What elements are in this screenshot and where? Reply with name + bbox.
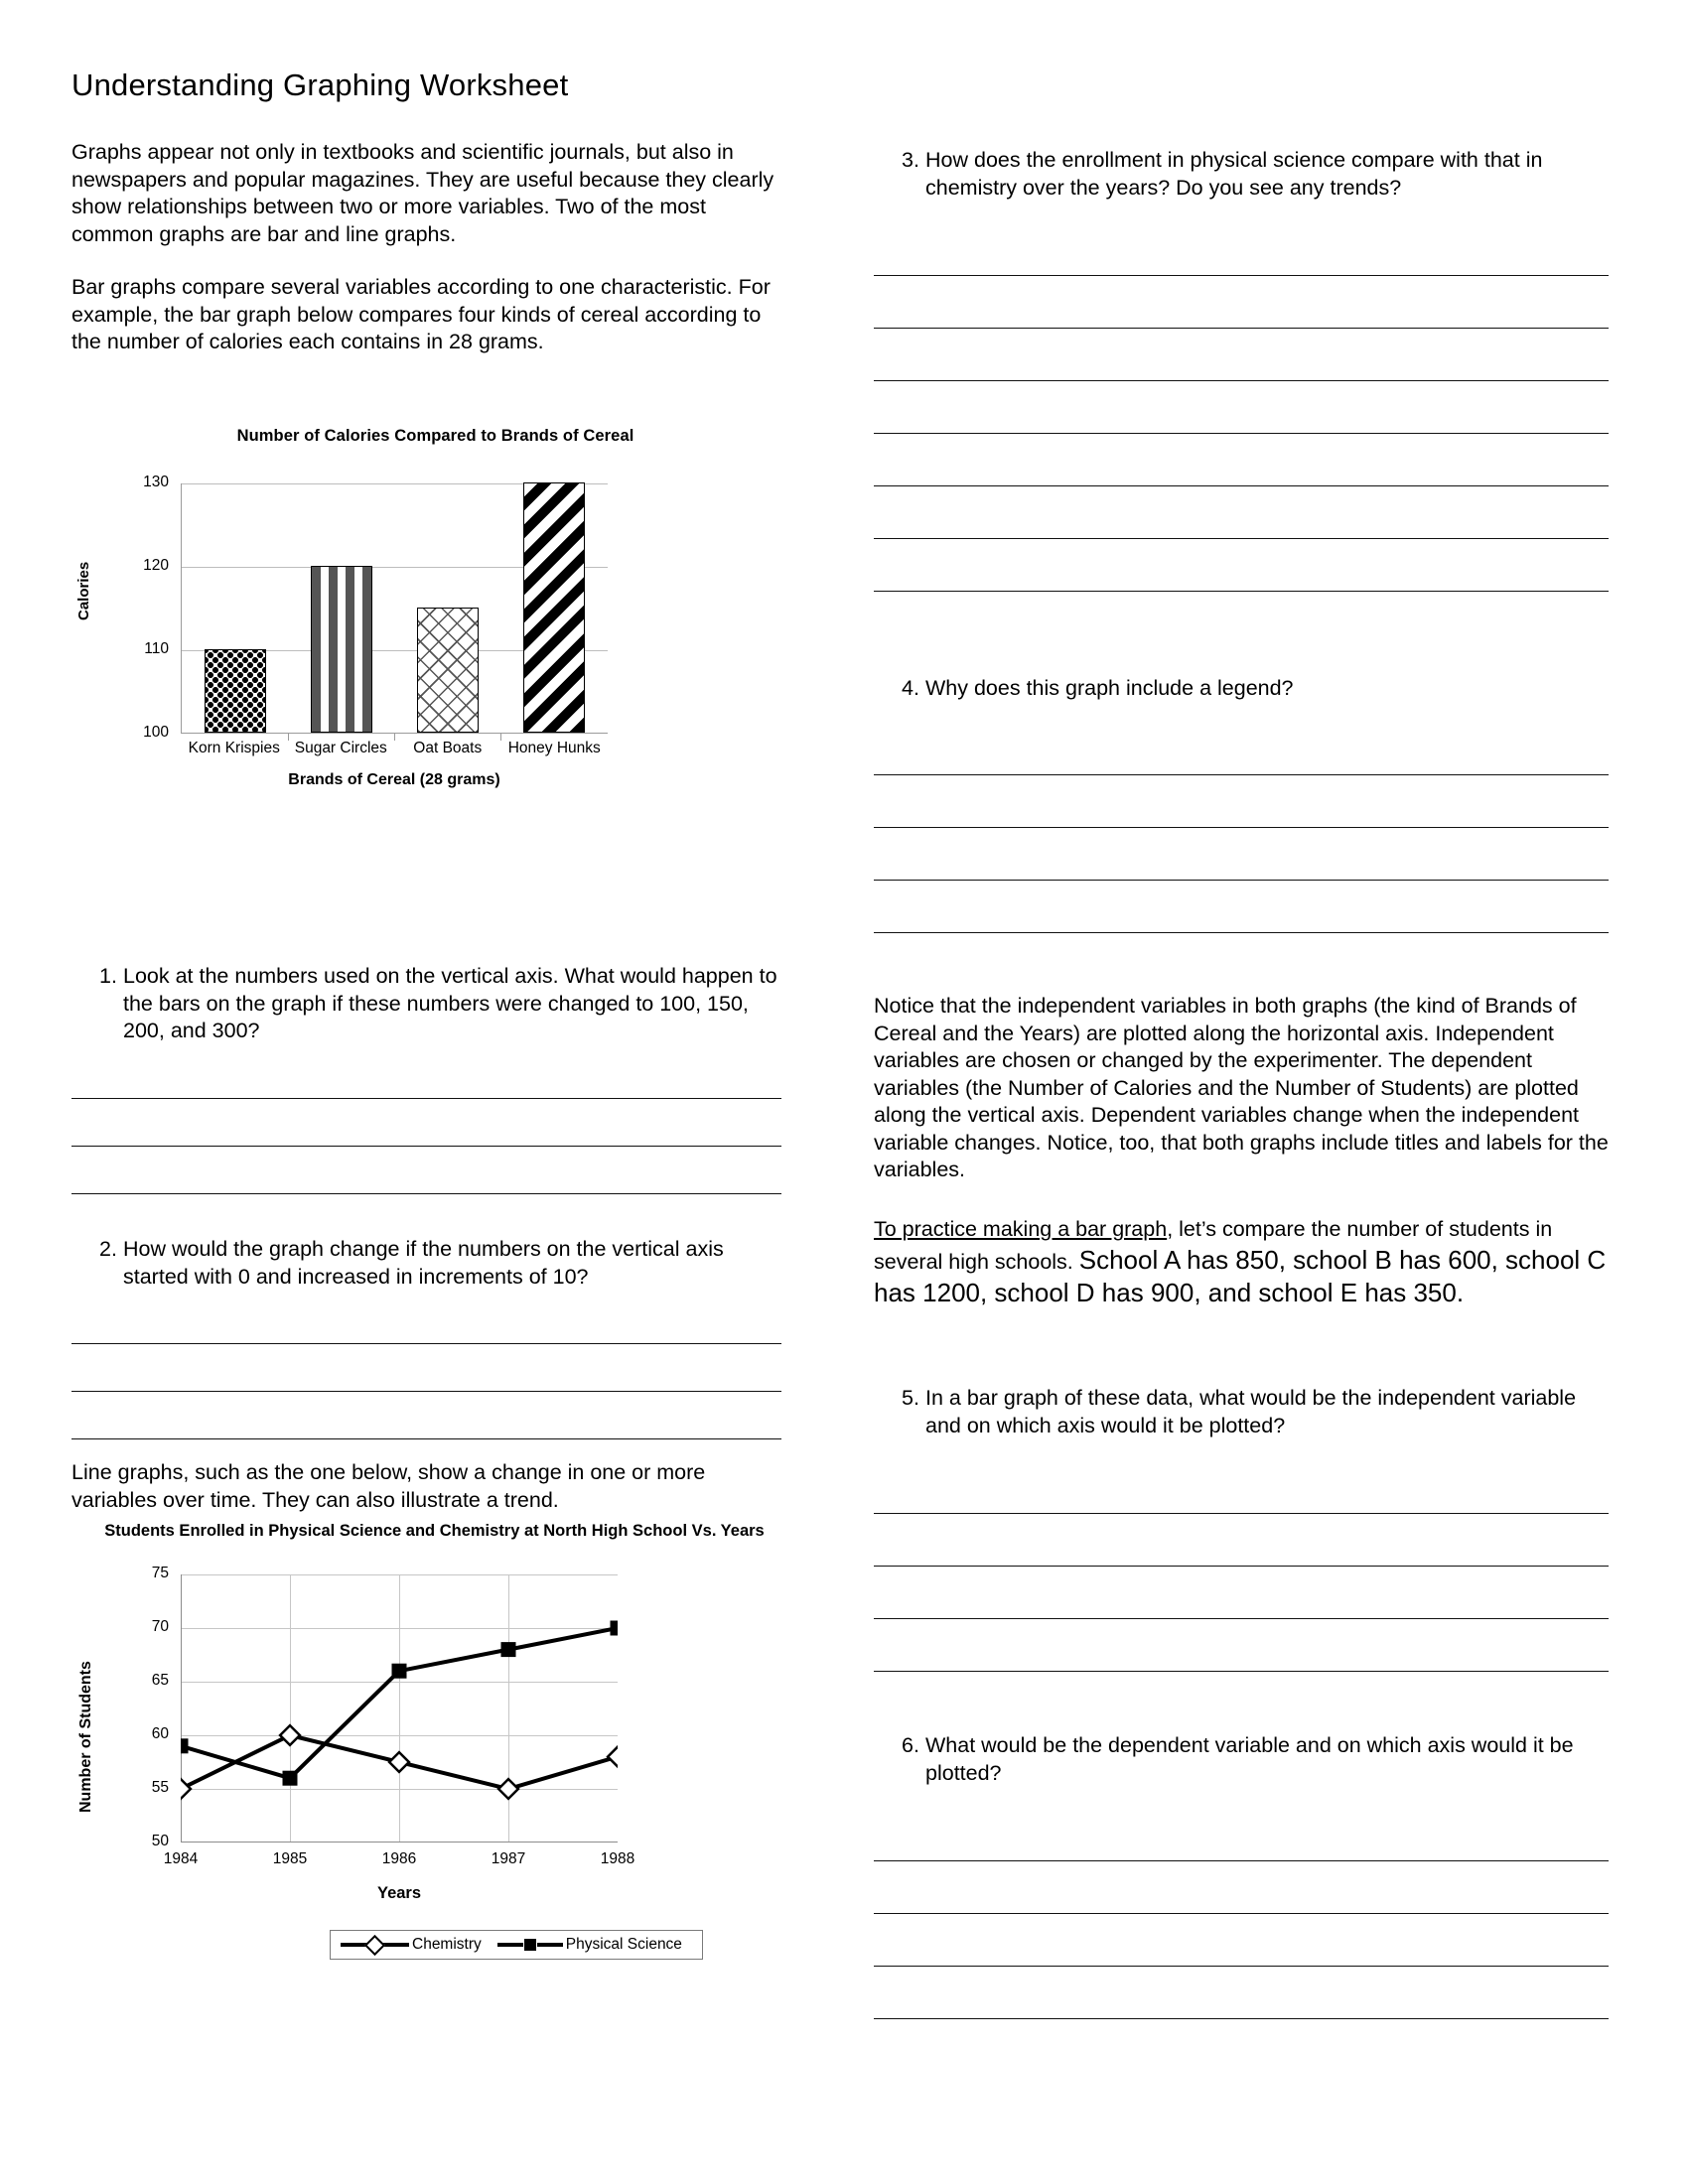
answer-line[interactable] <box>874 1514 1609 1567</box>
answer-line[interactable] <box>71 1099 781 1147</box>
open-diamond-icon <box>364 1934 385 1955</box>
bar-chart-axes <box>181 483 608 734</box>
practice-underlined-text: To practice making a bar graph <box>874 1217 1168 1241</box>
answer-line[interactable] <box>874 1861 1609 1914</box>
practice-period: . <box>1456 1277 1465 1307</box>
answer-line[interactable] <box>874 434 1609 486</box>
answer-line[interactable] <box>874 381 1609 434</box>
legend-item-chemistry <box>341 1936 492 1954</box>
question-6-answer-lines <box>874 1809 1609 2019</box>
answer-line[interactable] <box>874 1809 1609 1861</box>
line-x-tick-1984: 1984 <box>163 1850 199 1867</box>
question-5-text: In a bar graph of these data, what would be the independent variable and on which axis would it be plotted? <box>925 1386 1577 1437</box>
page-title: Understanding Graphing Worksheet <box>71 68 569 102</box>
question-5-number: 5. <box>902 1386 919 1410</box>
practice-middle-text: , let’s compare the number of students in several high schools. <box>874 1217 1553 1274</box>
left-column <box>71 139 781 382</box>
line-chart-y-axis-label: Number of Students <box>77 1661 94 1813</box>
line-y-tick-55: 55 <box>151 1779 169 1796</box>
legend-item-physical-science <box>497 1936 692 1954</box>
line-chart-axes <box>181 1574 618 1843</box>
notice-paragraph: Notice that the independent variables in both graphs (the kind of Brands of Cereal and the Years) are plotted along the horizontal axis. Independent variables are chosen or changed by the experimenter. The dependent variables (the Number of Calories and the Number of Students) are plotted along the vertical axis. Dependent variables change when the independent variable changes. Notice, too, that both graphs include titles and labels for the variables. <box>874 994 1609 1181</box>
line-x-tick-1986: 1986 <box>381 1850 417 1867</box>
answer-line[interactable] <box>874 486 1609 539</box>
question-3-number: 3. <box>902 148 919 172</box>
question-2-answer-lines <box>71 1297 781 1439</box>
legend-line-icon <box>497 1943 523 1947</box>
answer-line[interactable] <box>874 1967 1609 2019</box>
legend-label-chemistry: Chemistry <box>412 1936 482 1953</box>
answer-line[interactable] <box>874 1567 1609 1619</box>
practice-school-data: School A has 850, school B has 600, school C has 1200, school D has 900, and school E has 350 <box>874 1244 1607 1307</box>
line-y-tick-75: 75 <box>151 1565 169 1581</box>
question-2 <box>71 1236 781 1291</box>
bar-oat-boats <box>417 608 479 733</box>
answer-line[interactable] <box>874 775 1609 828</box>
answer-line[interactable] <box>71 1051 781 1099</box>
intro-paragraph-1: Graphs appear not only in textbooks and scientific journals, but also in newspapers and popular magazines. They are useful because they clearly show relationships between two or more variables. Two of the most common graphs are bar and line graphs. <box>71 140 774 246</box>
question-6-block <box>874 1732 1609 2019</box>
bar-slot-honey-hunks <box>501 483 608 733</box>
answer-line[interactable] <box>874 539 1609 592</box>
line-chart-series-svg <box>181 1574 618 1843</box>
answer-line[interactable] <box>874 1619 1609 1672</box>
filled-square-icon <box>524 1939 536 1951</box>
bar-chart-title: Number of Calories Compared to Brands of Cereal <box>236 427 634 445</box>
question-5-answer-lines <box>874 1461 1609 1672</box>
line-x-tick-1988: 1988 <box>600 1850 635 1867</box>
bar-category-honey-hunks: Honey Hunks <box>507 740 601 756</box>
answer-line[interactable] <box>874 828 1609 881</box>
question-2-text: How would the graph change if the numbers on the vertical axis started with 0 and increased in increments of 10? <box>123 1237 724 1289</box>
line-y-tick-60: 60 <box>151 1725 169 1742</box>
bar-y-tick-110: 110 <box>144 640 169 657</box>
bar-chart <box>71 427 781 836</box>
bar-slot-sugar-circles <box>288 483 394 733</box>
question-1-text: Look at the numbers used on the vertical axis. What would happen to the bars on the graph if these numbers were changed to 100, 150, 200, and 300? <box>123 964 777 1042</box>
question-1 <box>71 963 781 1045</box>
line-chart-plot-area <box>71 1565 781 1962</box>
answer-line[interactable] <box>874 276 1609 329</box>
answer-line[interactable] <box>71 1344 781 1392</box>
line-chart <box>71 1519 781 1962</box>
question-6-text: What would be the dependent variable and on which axis would it be plotted? <box>925 1733 1574 1785</box>
legend-label-physical-science: Physical Science <box>565 1936 682 1953</box>
bar-slot-korn-krispies <box>182 483 288 733</box>
bar-chart-x-axis-label: Brands of Cereal (28 grams) <box>288 771 500 788</box>
practice-paragraph <box>874 1216 1609 1309</box>
answer-line[interactable] <box>874 329 1609 381</box>
bar-y-tick-130: 130 <box>143 474 169 490</box>
bar-category-labels <box>181 740 608 757</box>
line-y-tick-65: 65 <box>151 1672 169 1689</box>
bar-series <box>182 483 608 733</box>
answer-line[interactable] <box>71 1147 781 1194</box>
question-6 <box>874 1732 1609 1787</box>
question-2-number: 2. <box>99 1237 117 1261</box>
bar-slot-oat-boats <box>395 483 501 733</box>
series-chemistry-markers <box>181 1725 618 1799</box>
question-3-answer-lines <box>874 223 1609 592</box>
bar-category-korn-krispies: Korn Krispies <box>188 740 280 756</box>
question-5 <box>874 1385 1609 1439</box>
line-x-tick-1987: 1987 <box>491 1850 526 1867</box>
line-graph-intro: Line graphs, such as the one below, show a change in one or more variables over time. They can also illustrate a trend. <box>71 1460 706 1512</box>
line-chart-x-axis-label: Years <box>376 1884 422 1902</box>
legend-line-icon <box>383 1943 409 1947</box>
question-3-text: How does the enrollment in physical science compare with that in chemistry over the years? Do you see any trends? <box>925 148 1543 200</box>
question-5-block <box>874 1385 1609 1672</box>
answer-line[interactable] <box>874 1461 1609 1514</box>
question-6-number: 6. <box>902 1733 919 1757</box>
answer-line[interactable] <box>71 1392 781 1439</box>
question-1-number: 1. <box>99 964 117 988</box>
question-3-block <box>874 147 1609 592</box>
bar-y-tick-100: 100 <box>143 724 169 741</box>
question-4 <box>874 675 1609 703</box>
line-y-tick-50: 50 <box>151 1833 169 1849</box>
question-4-answer-lines <box>874 723 1609 933</box>
line-y-tick-70: 70 <box>151 1618 169 1635</box>
bar-chart-plot-area <box>71 474 781 836</box>
answer-line[interactable] <box>874 723 1609 775</box>
answer-line[interactable] <box>874 881 1609 933</box>
legend-line-icon <box>341 1943 366 1947</box>
question-1-answer-lines <box>71 1051 781 1194</box>
answer-line[interactable] <box>71 1297 781 1344</box>
intro-paragraph-2: Bar graphs compare several variables according to one characteristic. For example, the bar graph below compares four kinds of cereal according to the number of calories each contains in 28 grams. <box>71 275 771 353</box>
line-chart-title: Students Enrolled in Physical Science and Chemistry at North High School Vs. Years <box>104 1522 765 1540</box>
bar-y-tick-120: 120 <box>143 557 169 574</box>
question-4-text: Why does this graph include a legend? <box>925 676 1294 700</box>
question-3 <box>874 147 1609 202</box>
line-x-tick-1985: 1985 <box>272 1850 308 1867</box>
bar-chart-y-axis-label: Calories <box>75 561 92 620</box>
question-4-number: 4. <box>902 676 919 700</box>
question-2-block <box>71 1236 781 1439</box>
bar-category-sugar-circles: Sugar Circles <box>294 740 387 756</box>
bar-category-oat-boats: Oat Boats <box>413 740 483 756</box>
legend-line-icon <box>537 1943 563 1947</box>
answer-line[interactable] <box>874 223 1609 276</box>
bar-honey-hunks <box>523 482 585 733</box>
bar-korn-krispies <box>205 649 266 733</box>
question-1-block <box>71 963 781 1194</box>
question-4-block <box>874 675 1609 933</box>
bar-sugar-circles <box>311 566 372 733</box>
answer-line[interactable] <box>874 1914 1609 1967</box>
line-chart-legend <box>330 1930 703 1960</box>
